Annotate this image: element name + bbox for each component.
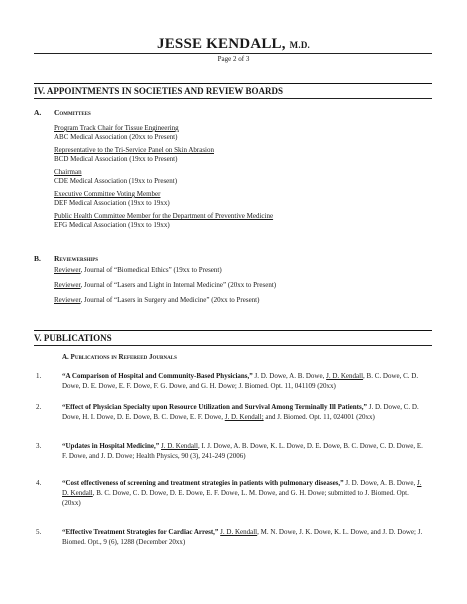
section-rule-top — [34, 83, 432, 84]
publication-self-author: J. D. Kendall — [62, 479, 422, 497]
committee-role: Executive Committee Voting Member — [54, 190, 161, 198]
publication-citation: , B. C. Dowe, C. D. Dowe, D. E. Dowe, E. F. Dowe, L. M. Dowe, and G. H. Dowe; submitted to J. Biomed. Opt. (20xx) — [62, 489, 409, 507]
doc-name-heading — [0, 36, 467, 53]
publication-entry — [36, 441, 428, 461]
publication-entry — [36, 371, 428, 391]
subsection-reviewerships — [34, 254, 98, 263]
publication-citation: and J. Biomed. Opt. 11, 024001 (20xx) — [263, 413, 375, 421]
reviewership-entry — [54, 266, 222, 275]
reviewership-entry — [54, 281, 276, 290]
reviewer-role: Reviewer — [54, 281, 81, 289]
publication-citation: , B. C. Dowe, C. D. Dowe, D. E. Dowe, E. F. Dowe, F. G. Dowe, and G. H. Dowe; J. Biomed. Opt. 11, 041109 (20xx) — [62, 372, 419, 390]
publication-self-author: J. D. Kendall; — [224, 413, 264, 421]
publication-number: 1. — [36, 372, 42, 380]
subsection-title: Committees — [54, 108, 91, 117]
publication-title: “Updates in Hospital Medicine,” — [62, 442, 160, 450]
committee-entry — [54, 168, 177, 186]
reviewer-role: Reviewer — [54, 266, 81, 274]
committee-role: Program Track Chair for Tissue Engineering — [54, 124, 179, 132]
committee-org: DEF Medical Association (19xx to 19xx) — [54, 199, 170, 207]
publication-title: “Effective Treatment Strategies for Cardiac Arrest,” — [62, 528, 219, 536]
section-rule-bottom — [34, 98, 432, 99]
doc-name: JESSE KENDALL, — [157, 36, 286, 52]
publication-authors: J. D. Dowe, A. B. Dowe, — [343, 479, 417, 487]
section-title-appointments: IV. APPOINTMENTS IN SOCIETIES AND REVIEW BOARDS — [34, 86, 283, 96]
committee-role: Chairman — [54, 168, 82, 176]
publication-entry — [36, 402, 428, 422]
publication-self-author: J. D. Kendall — [220, 528, 258, 536]
publication-number: 5. — [36, 528, 42, 536]
subsection-committees — [34, 108, 91, 117]
committee-org: ABC Medical Association (20xx to Present) — [54, 133, 178, 141]
subsection-title: Reviewerships — [54, 254, 99, 263]
committee-role: Representative to the Tri-Service Panel on Skin Abrasion — [54, 146, 215, 154]
publication-title: “Effect of Physician Specialty upon Resource Utilization and Survival Among Terminally Ill Patients,” — [62, 403, 367, 411]
section-title-publications: V. PUBLICATIONS — [34, 333, 112, 343]
publication-title: “Cost effectiveness of screening and treatment strategies in patients with pulmonary diseases,” — [62, 479, 344, 487]
reviewer-journal: , Journal of “Lasers in Surgery and Medicine” (20xx to Present) — [80, 296, 260, 304]
page-number: Page 2 of 3 — [217, 55, 250, 63]
committee-role: Public Health Committee Member for the Department of Preventive Medicine — [54, 212, 274, 220]
publication-self-author: J. D. Kendall — [326, 372, 364, 380]
reviewership-entry — [54, 296, 259, 305]
committee-org: EFG Medical Association (19xx to 19xx) — [54, 221, 170, 229]
subsection-refereed-journals: A. Publications in Refereed Journals — [62, 353, 177, 361]
publication-authors: J. D. Dowe, C. D. Dowe, H. I. Dowe, D. E. Dowe, B. C. Dowe, E. F. Dowe, — [62, 403, 419, 421]
section-rule-bottom — [34, 345, 432, 346]
doc-name-suffix: M.D. — [289, 40, 310, 50]
publication-citation: , I. J. Dowe, A. B. Dowe, K. L. Dowe, D. E. Dowe, B. C. Dowe, C. D. Dowe, E. F. Dowe, and J. D. Dowe; Health Physics, 90 (3), 241-249 (2006) — [62, 442, 423, 460]
publication-number: 2. — [36, 403, 42, 411]
section-rule-top — [34, 330, 432, 331]
reviewer-role: Reviewer — [54, 296, 81, 304]
reviewer-journal: , Journal of “Lasers and Light in Internal Medicine” (20xx to Present) — [80, 281, 277, 289]
publication-title: “A Comparison of Hospital and Community-Based Physicians,” — [62, 372, 253, 380]
committee-entry — [54, 124, 179, 142]
committee-entry — [54, 190, 170, 208]
publication-authors: J. D. Dowe, A. B. Dowe, — [252, 372, 327, 380]
header-rule — [34, 53, 432, 54]
committee-org: CDE Medical Association (19xx to Present) — [54, 177, 178, 185]
committee-org: BCD Medical Association (19xx to Present) — [54, 155, 178, 163]
committee-entry — [54, 146, 214, 164]
publication-citation: , M. N. Dowe, J. K. Dowe, K. L. Dowe, and J. D. Dowe; J. Biomed. Opt., 9 (6), 1288 (December 20xx) — [62, 528, 423, 546]
subsection-letter: A. — [34, 108, 42, 117]
publication-number: 3. — [36, 442, 42, 450]
committee-entry — [54, 212, 273, 230]
publication-entry — [36, 478, 428, 508]
publication-entry — [36, 527, 428, 547]
publication-number: 4. — [36, 479, 42, 487]
publication-self-author: J. D. Kendall — [160, 442, 198, 450]
subsection-letter: B. — [34, 254, 41, 263]
reviewer-journal: , Journal of “Biomedical Ethics” (19xx to Present) — [80, 266, 222, 274]
